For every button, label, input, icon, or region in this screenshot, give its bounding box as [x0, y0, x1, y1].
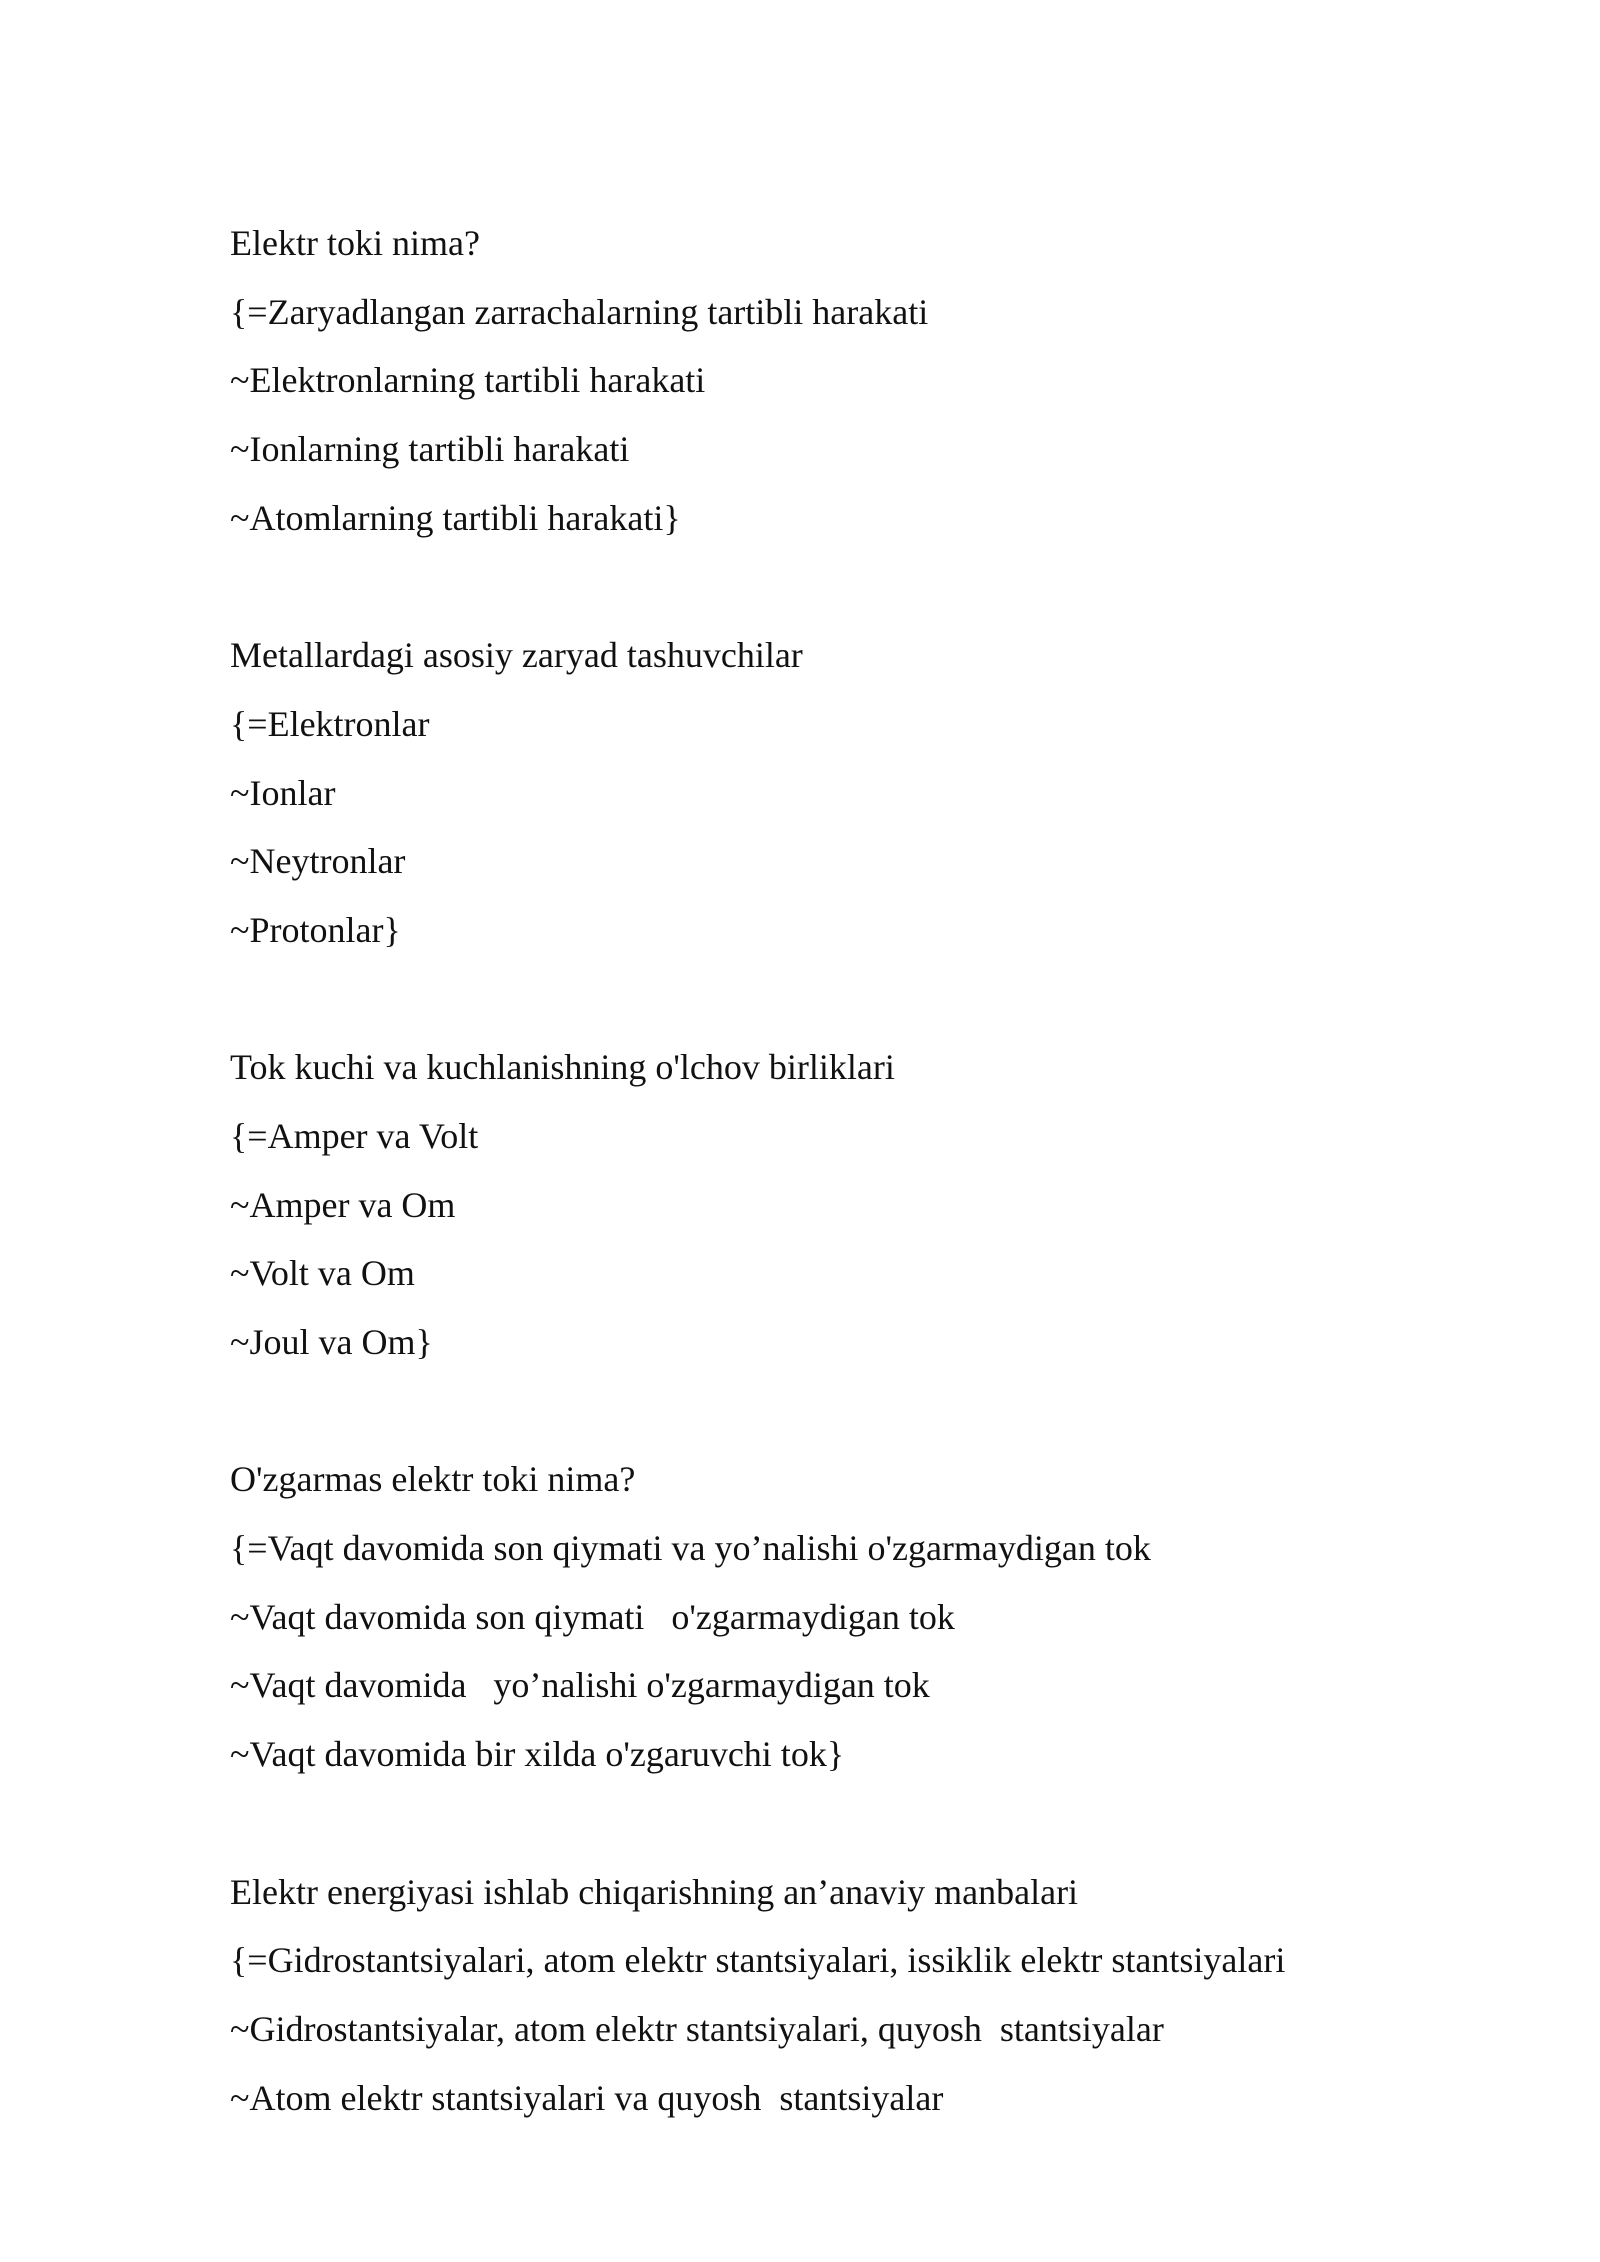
answer-option: ~Atomlarning tartibli harakati} [230, 497, 681, 538]
answer-option: ~Protonlar} [230, 909, 401, 950]
answer-option: ~Elektronlarning tartibli harakati [230, 360, 706, 401]
question-block [230, 1445, 1480, 1788]
answer-option: ~Atom elektr stantsiyalari va quyosh stantsiyalar [230, 2077, 944, 2118]
answer-option: ~Joul va Om} [230, 1322, 433, 1362]
block-spacer [230, 965, 1480, 1034]
block-spacer [230, 552, 1480, 621]
question-text: Tok kuchi va kuchlanishning o'lchov birliklari [230, 1047, 895, 1088]
question-text: O'zgarmas elektr toki nima? [230, 1459, 636, 1500]
question-text: Metallardagi asosiy zaryad tashuvchilar [230, 635, 803, 676]
answer-option: ~Volt va Om [230, 1253, 415, 1294]
answer-option: {=Amper va Volt [230, 1115, 479, 1156]
document-content [230, 209, 1480, 2132]
question-block [230, 621, 1480, 964]
question-block [230, 1033, 1480, 1376]
answer-option: ~Ionlar [230, 772, 336, 813]
question-block [230, 1858, 1480, 2133]
block-spacer [230, 1789, 1480, 1858]
answer-option: ~Vaqt davomida son qiymati o'zgarmaydigan tok [230, 1596, 955, 1637]
answer-option: ~Gidrostantsiyalar, atom elektr stantsiyalari, quyosh stantsiyalar [230, 2008, 1164, 2049]
answer-option: {=Zaryadlangan zarrachalarning tartibli harakati [230, 291, 929, 332]
answer-option: ~Ionlarning tartibli harakati [230, 429, 630, 470]
block-spacer [230, 1377, 1480, 1446]
answer-option: {=Elektronlar [230, 703, 430, 744]
question-text: Elektr toki nima? [230, 223, 480, 263]
answer-option: {=Gidrostantsiyalari, atom elektr stantsiyalari, issiklik elektr stantsiyalari [230, 1940, 1286, 1981]
question-text: Elektr energiyasi ishlab chiqarishning an’anaviy manbalari [230, 1871, 1079, 1912]
answer-option: ~Amper va Om [230, 1184, 456, 1225]
question-block [230, 209, 1480, 552]
answer-option: ~Vaqt davomida bir xilda o'zgaruvchi tok} [230, 1734, 845, 1775]
answer-option: ~Vaqt davomida yo’nalishi o'zgarmaydigan tok [230, 1665, 930, 1706]
answer-option: ~Neytronlar [230, 841, 406, 882]
answer-option: {=Vaqt davomida son qiymati va yo’nalishi o'zgarmaydigan tok [230, 1528, 1151, 1569]
